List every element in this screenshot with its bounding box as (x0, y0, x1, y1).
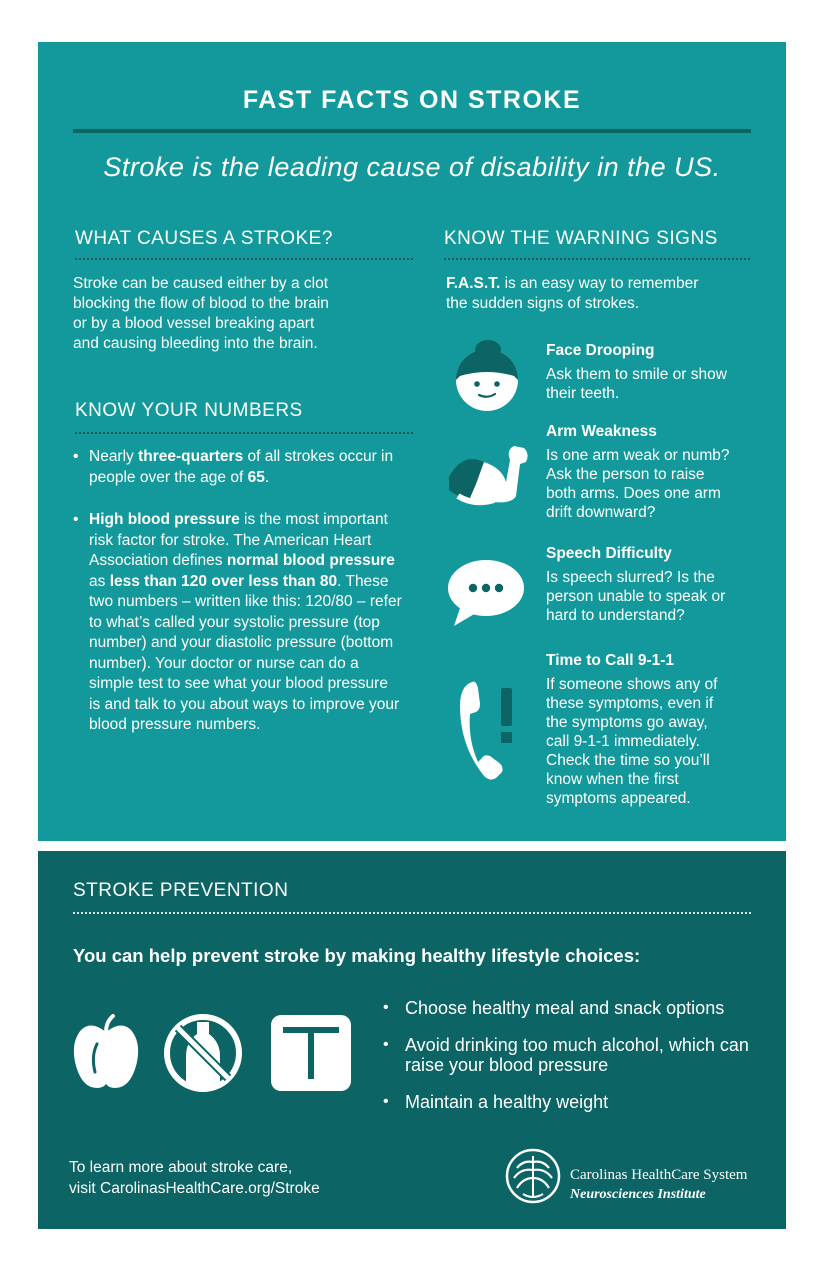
causes-divider (75, 258, 413, 260)
prevention-heading: STROKE PREVENTION (73, 880, 289, 901)
sign-title: Speech Difficulty (546, 545, 672, 562)
causes-heading: WHAT CAUSES A STROKE? (75, 228, 333, 249)
footer-cta (69, 1157, 320, 1199)
sign-title: Time to Call 9-1-1 (546, 652, 675, 669)
sign-face: Face Drooping Ask them to smile or show their teeth. (546, 342, 776, 403)
prevention-item: • Choose healthy meal and snack options (383, 998, 763, 1018)
sign-title: Arm Weakness (546, 423, 657, 440)
speech-bubble-icon (446, 558, 526, 628)
logo-text (570, 1167, 747, 1203)
numbers-divider (75, 432, 413, 434)
causes-line: and causing bleeding into the brain. (73, 335, 318, 352)
causes-line: or by a blood vessel breaking apart (73, 315, 315, 332)
footer-line: To learn more about stroke care, (69, 1159, 293, 1176)
causes-text (73, 274, 418, 354)
numbers-list (73, 447, 403, 736)
prevention-divider (73, 912, 751, 914)
fast-intro: F.A.S.T. is an easy way to remember the sudden signs of strokes. (446, 275, 699, 312)
org-name: Carolinas HealthCare System (570, 1167, 748, 1183)
numbers-bullet-age: • Nearly three-quarters of all strokes occur in people over the age of 65. (73, 447, 403, 488)
fast-acronym: F.A.S.T. (446, 275, 501, 292)
warning-heading: KNOW THE WARNING SIGNS (444, 228, 718, 249)
title-divider (73, 129, 751, 133)
footer-link[interactable]: visit CarolinasHealthCare.org/Stroke (69, 1180, 320, 1197)
prevention-subheading: You can help prevent stroke by making healthy lifestyle choices: (73, 945, 641, 966)
numbers-bullet-blood-pressure: • High blood pressure is the most important risk factor for stroke. The American Heart Association defines normal blood pressure as less than 120 over less than 80. These two numbers – written like this: 120/80 – refer to what’s called your systolic pressure (top number) and your diastolic pressure (bottom number). Your doctor or nurse can do a simple test to see what your blood pressure is and talk to you about ways to improve your blood pressure numbers. (73, 510, 403, 736)
sign-speech: Speech Difficulty Is speech slurred? Is the person unable to speak or hard to understand? (546, 545, 776, 625)
page-title: FAST FACTS ON STROKE (242, 86, 582, 114)
no-alcohol-icon (162, 1012, 244, 1094)
prevention-list (383, 998, 763, 1129)
apple-icon (71, 1014, 141, 1090)
phone-alert-icon (456, 676, 526, 786)
sign-call: Time to Call 9-1-1 If someone shows any of these symptoms, even if the symptoms go away, call 9-1-1 immediately. Check the time so you’ll know when the first symptoms appeared. (546, 652, 776, 808)
sign-title: Face Drooping (546, 342, 655, 359)
logo-icon (505, 1148, 561, 1204)
causes-line: Stroke can be caused either by a clot (73, 275, 329, 292)
arm-icon (444, 442, 534, 512)
causes-line: blocking the flow of blood to the brain (73, 295, 329, 312)
bottom-panel (38, 851, 786, 1229)
face-icon (451, 338, 523, 414)
top-panel (38, 42, 786, 841)
sign-arm: Arm Weakness Is one arm weak or numb? Ask the person to raise both arms. Does one arm drift downward? (546, 423, 776, 522)
tagline: Stroke is the leading cause of disability in the US. (103, 152, 721, 182)
prevention-item: • Maintain a healthy weight (383, 1092, 763, 1112)
prevention-item: • Avoid drinking too much alcohol, which can raise your blood pressure (383, 1035, 763, 1075)
scale-icon (269, 1013, 353, 1093)
org-subname: Neurosciences Institute (570, 1187, 706, 1202)
warning-divider (444, 258, 750, 260)
numbers-heading: KNOW YOUR NUMBERS (75, 400, 303, 421)
